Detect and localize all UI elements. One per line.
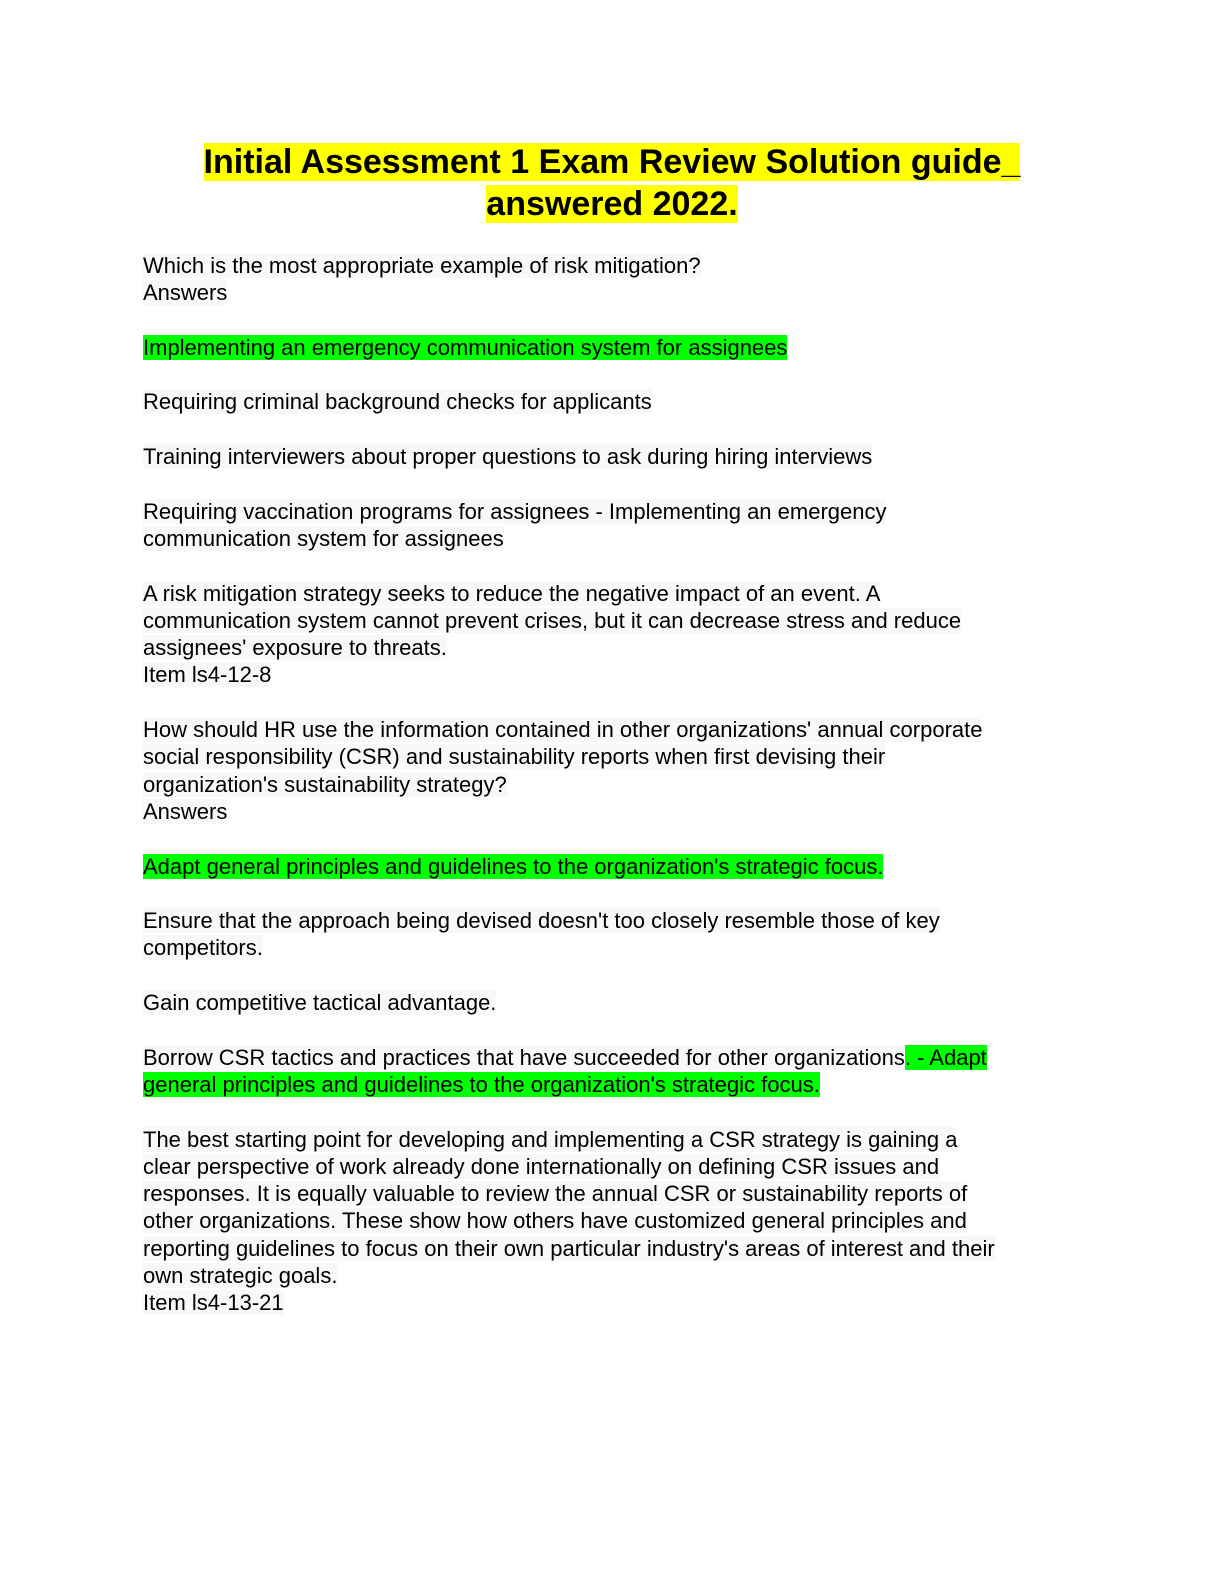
q1-option-4-line-2: communication system for assignees [143,525,504,551]
q2-question-line-2: social responsibility (CSR) and sustainability reports when first devising their [143,744,886,770]
title-line-2: answered 2022. [486,185,738,223]
q2-explanation-line-3: responses. It is equally valuable to review the annual CSR or sustainability reports of [143,1181,968,1207]
q2-option-3: Gain competitive tactical advantage. [143,990,497,1016]
document-body [143,252,1103,1317]
q1-explanation-line-3: assignees' exposure to threats. [143,635,447,661]
q1-explanation-line-2: communication system cannot prevent crises, but it can decrease stress and reduce [143,607,962,633]
q1-question: Which is the most appropriate example of risk mitigation? [143,253,701,278]
q2-question-line-3: organization's sustainability strategy? [143,771,507,797]
q1-answers-label: Answers [143,280,228,306]
q1-option-3: Training interviewers about proper questions to ask during hiring interviews [143,444,873,470]
q1-correct-option: Implementing an emergency communication system for assignees [143,334,788,360]
q2-option-4-line-2: general principles and guidelines to the organization's strategic focus. [143,1071,820,1097]
q2-question-line-1: How should HR use the information contained in other organizations' annual corporate [143,717,983,743]
q2-option-2-line-2: competitors. [143,935,263,961]
q2-answers-label: Answers [143,798,228,824]
q2-explanation-line-1: The best starting point for developing and implementing a CSR strategy is gaining a [143,1126,958,1152]
q2-explanation-line-5: reporting guidelines to focus on their own particular industry's areas of interest and their [143,1235,995,1261]
q2-explanation-line-6: own strategic goals. [143,1262,338,1288]
q2-option-4-line-1: Borrow CSR tactics and practices that have succeeded for other organizations [143,1044,905,1070]
q2-option-2-line-1: Ensure that the approach being devised doesn't too closely resemble those of key [143,908,940,934]
q1-option-2: Requiring criminal background checks for applicants [143,389,652,415]
q2-item-id: Item ls4-13-21 [143,1290,284,1316]
title-line-1: Initial Assessment 1 Exam Review Solution guide_ [203,143,1021,181]
q1-item-id: Item ls4-12-8 [143,662,272,688]
q2-correct-option: Adapt general principles and guidelines to the organization's strategic focus. [143,853,884,879]
q1-explanation-line-1: A risk mitigation strategy seeks to reduce the negative impact of an event. A [143,580,881,606]
q2-option-4-answer-start: . - Adapt [904,1044,987,1070]
document-title [0,141,1224,225]
q1-option-4-line-1: Requiring vaccination programs for assignees - Implementing an emergency [143,498,887,524]
q2-explanation-line-4: other organizations. These show how others have customized general principles and [143,1208,967,1234]
q2-explanation-line-2: clear perspective of work already done internationally on defining CSR issues and [143,1153,940,1179]
